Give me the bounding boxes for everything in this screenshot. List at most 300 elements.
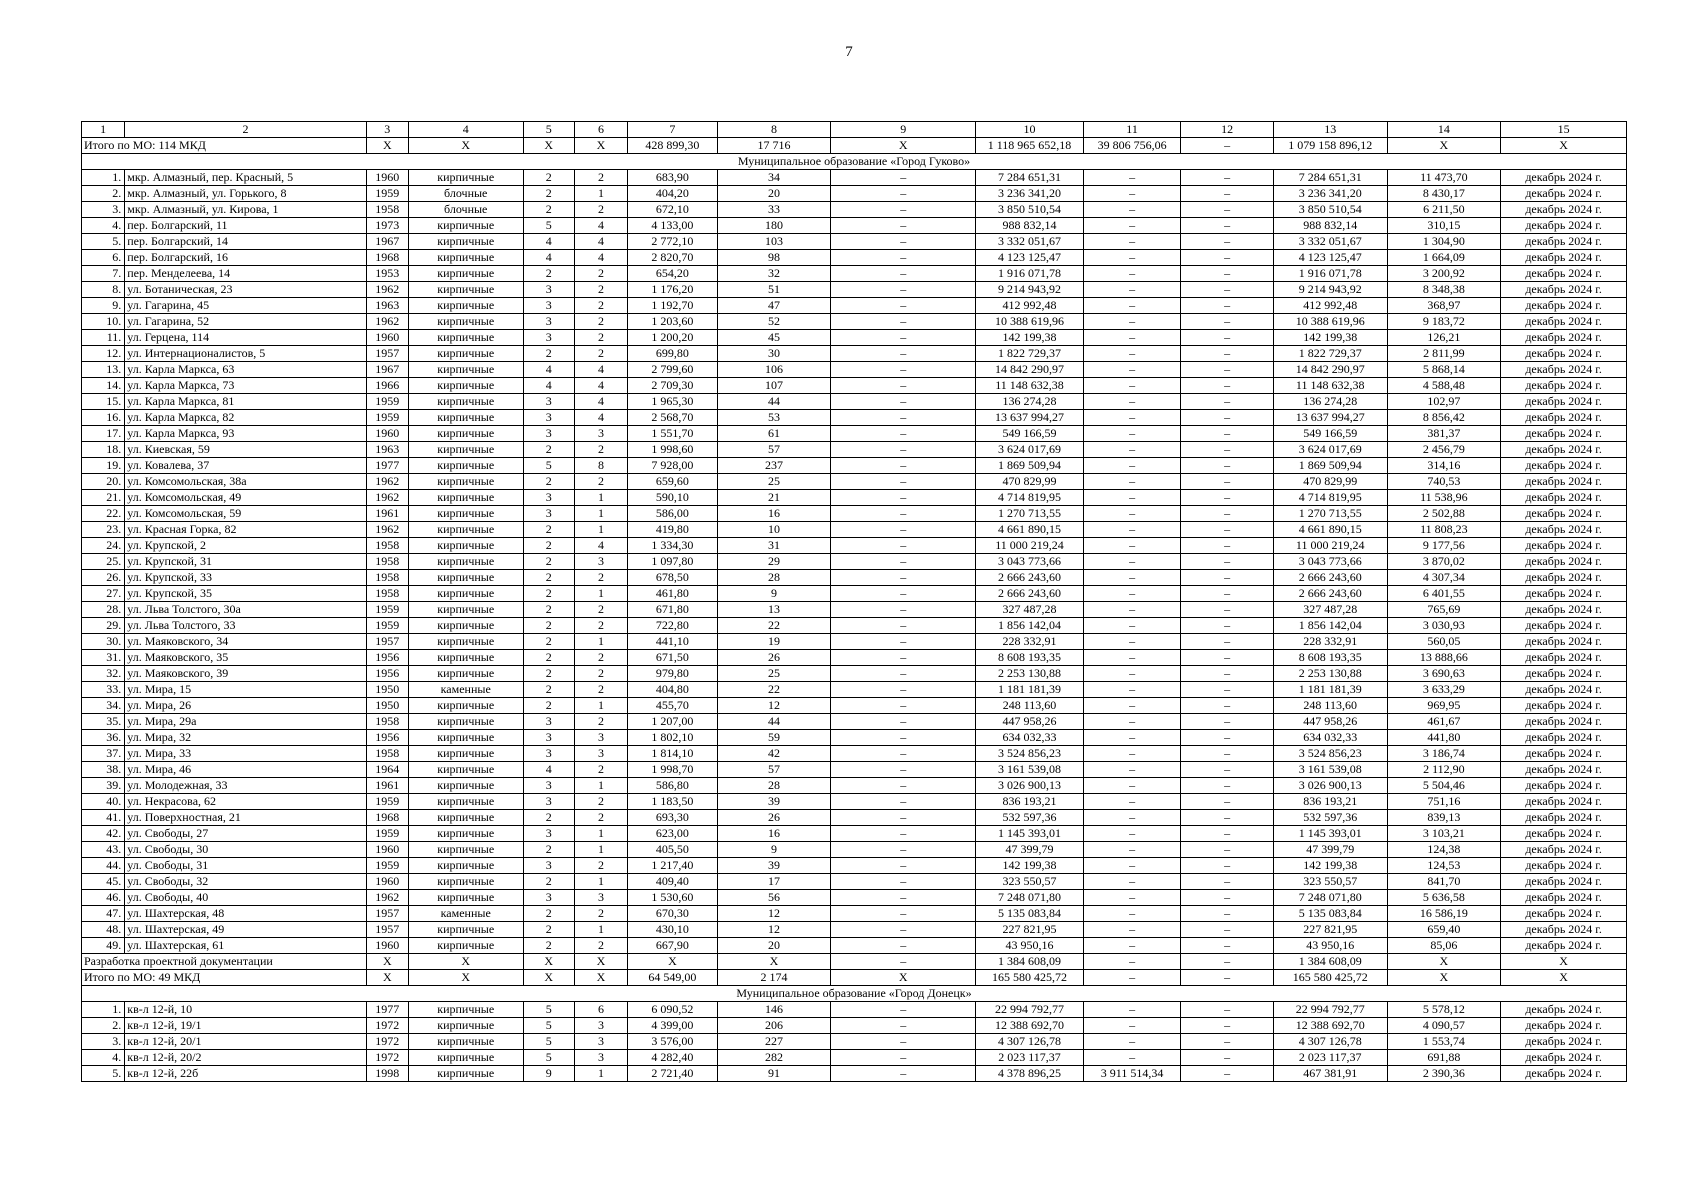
cell: 3	[523, 746, 574, 762]
row-number-cell: 25.	[82, 554, 125, 570]
cell: 2 799,60	[628, 362, 718, 378]
cell: 693,30	[628, 810, 718, 826]
row-number-cell: 22.	[82, 506, 125, 522]
cell: 126,21	[1387, 330, 1501, 346]
cell: –	[831, 1050, 976, 1066]
cell: 3	[523, 410, 574, 426]
cell: 2	[523, 634, 574, 650]
cell: 2	[523, 618, 574, 634]
cell: 107	[717, 378, 831, 394]
cell: 11 148 632,38	[1273, 378, 1387, 394]
cell: –	[1083, 266, 1181, 282]
table-row	[82, 490, 1627, 506]
cell: 237	[717, 458, 831, 474]
cell: –	[1181, 346, 1274, 362]
cell: –	[831, 362, 976, 378]
cell: 1958	[366, 538, 408, 554]
cell: блочные	[408, 202, 523, 218]
cell: 461,80	[628, 586, 718, 602]
table-row	[82, 314, 1627, 330]
cell: 2	[523, 682, 574, 698]
cell: –	[1181, 314, 1274, 330]
cell: –	[1083, 874, 1181, 890]
cell: –	[1083, 618, 1181, 634]
cell: –	[1083, 938, 1181, 954]
row-number-cell: 38.	[82, 762, 125, 778]
cell: 44	[717, 714, 831, 730]
cell: 2	[523, 442, 574, 458]
row-number-cell: 43.	[82, 842, 125, 858]
cell: –	[831, 1066, 976, 1082]
cell: 4 661 890,15	[976, 522, 1084, 538]
address-cell: ул. Гагарина, 45	[125, 298, 366, 314]
cell: кирпичные	[408, 1050, 523, 1066]
cell: –	[831, 730, 976, 746]
cell: –	[831, 490, 976, 506]
cell: –	[1083, 378, 1181, 394]
cell: 1959	[366, 186, 408, 202]
cell: 10 388 619,96	[976, 314, 1084, 330]
cell: 2	[523, 346, 574, 362]
cell: –	[1083, 474, 1181, 490]
cell: 14 842 290,97	[976, 362, 1084, 378]
row-number-cell: 35.	[82, 714, 125, 730]
row-number-cell: 45.	[82, 874, 125, 890]
cell: кирпичные	[408, 570, 523, 586]
cell: 1960	[366, 874, 408, 890]
cell: 12	[717, 698, 831, 714]
cell: 1 145 393,01	[1273, 826, 1387, 842]
cell: 14 842 290,97	[1273, 362, 1387, 378]
table-body	[82, 122, 1627, 1082]
cell: –	[1083, 250, 1181, 266]
cell: кирпичные	[408, 810, 523, 826]
cell: 124,53	[1387, 858, 1501, 874]
cell: 44	[717, 394, 831, 410]
cell: 1967	[366, 362, 408, 378]
cell: –	[831, 666, 976, 682]
cell: декабрь 2024 г.	[1501, 666, 1627, 682]
cell: 2	[574, 810, 627, 826]
row-number-cell: 20.	[82, 474, 125, 490]
cell: –	[1083, 506, 1181, 522]
cell: кирпичные	[408, 698, 523, 714]
cell: –	[1083, 554, 1181, 570]
cell: –	[1083, 970, 1181, 986]
cell: 2 174	[717, 970, 831, 986]
cell: 9 183,72	[1387, 314, 1501, 330]
cell: 1968	[366, 250, 408, 266]
cell: 447 958,26	[976, 714, 1084, 730]
table-row	[82, 938, 1627, 954]
cell: декабрь 2024 г.	[1501, 826, 1627, 842]
cell: 1 822 729,37	[976, 346, 1084, 362]
cell: 1 203,60	[628, 314, 718, 330]
cell: –	[831, 890, 976, 906]
cell: 2	[574, 858, 627, 874]
cell: 430,10	[628, 922, 718, 938]
cell: 5	[523, 1034, 574, 1050]
cell: X	[523, 138, 574, 154]
column-number-row	[82, 122, 1627, 138]
cell: декабрь 2024 г.	[1501, 394, 1627, 410]
cell: –	[1181, 618, 1274, 634]
cell: 1 334,30	[628, 538, 718, 554]
cell: декабрь 2024 г.	[1501, 842, 1627, 858]
cell: –	[1083, 362, 1181, 378]
cell: 29	[717, 554, 831, 570]
cell: 549 166,59	[1273, 426, 1387, 442]
cell: 412 992,48	[976, 298, 1084, 314]
cell: кирпичные	[408, 170, 523, 186]
cell: –	[831, 1018, 976, 1034]
row-number-cell: 47.	[82, 906, 125, 922]
cell: 1973	[366, 218, 408, 234]
cell: 323 550,57	[1273, 874, 1387, 890]
cell: 1956	[366, 666, 408, 682]
cell: 4 714 819,95	[1273, 490, 1387, 506]
cell: 8 348,38	[1387, 282, 1501, 298]
cell: X	[574, 954, 627, 970]
cell: 586,00	[628, 506, 718, 522]
cell: X	[1501, 138, 1627, 154]
cell: кирпичные	[408, 426, 523, 442]
cell: 22	[717, 682, 831, 698]
column-number: 15	[1501, 122, 1627, 138]
cell: 17	[717, 874, 831, 890]
cell: 722,80	[628, 618, 718, 634]
cell: 11 000 219,24	[1273, 538, 1387, 554]
table-row	[82, 826, 1627, 842]
address-cell: ул. Поверхностная, 21	[125, 810, 366, 826]
row-number-cell: 16.	[82, 410, 125, 426]
cell: 3 690,63	[1387, 666, 1501, 682]
cell: кирпичные	[408, 666, 523, 682]
address-cell: ул. Шахтерская, 49	[125, 922, 366, 938]
table-row	[82, 522, 1627, 538]
cell: 3 524 856,23	[1273, 746, 1387, 762]
column-number: 8	[717, 122, 831, 138]
cell: 3 043 773,66	[1273, 554, 1387, 570]
address-cell: ул. Мира, 46	[125, 762, 366, 778]
cell: 1	[574, 490, 627, 506]
cell: 64 549,00	[628, 970, 718, 986]
cell: 3 161 539,08	[1273, 762, 1387, 778]
cell: 3	[523, 506, 574, 522]
cell: 39 806 756,06	[1083, 138, 1181, 154]
address-cell: ул. Маяковского, 35	[125, 650, 366, 666]
cell: 142 199,38	[1273, 858, 1387, 874]
cell: 2	[523, 698, 574, 714]
cell: декабрь 2024 г.	[1501, 778, 1627, 794]
cell: декабрь 2024 г.	[1501, 906, 1627, 922]
cell: 2	[574, 650, 627, 666]
cell: 165 580 425,72	[1273, 970, 1387, 986]
cell: кирпичные	[408, 1066, 523, 1082]
address-cell: мкр. Алмазный, ул. Кирова, 1	[125, 202, 366, 218]
cell: 4 090,57	[1387, 1018, 1501, 1034]
address-cell: ул. Свободы, 31	[125, 858, 366, 874]
cell: блочные	[408, 186, 523, 202]
cell: 1966	[366, 378, 408, 394]
cell: –	[831, 202, 976, 218]
cell: –	[1083, 282, 1181, 298]
cell: 26	[717, 650, 831, 666]
cell: 47	[717, 298, 831, 314]
cell: декабрь 2024 г.	[1501, 346, 1627, 362]
cell: 2 666 243,60	[976, 586, 1084, 602]
cell: 532 597,36	[976, 810, 1084, 826]
cell: 1 856 142,04	[976, 618, 1084, 634]
cell: декабрь 2024 г.	[1501, 250, 1627, 266]
row-number-cell: 19.	[82, 458, 125, 474]
cell: 227 821,95	[1273, 922, 1387, 938]
table-row	[82, 474, 1627, 490]
cell: –	[831, 826, 976, 842]
cell: 3	[574, 554, 627, 570]
cell: 2 709,30	[628, 378, 718, 394]
cell: –	[1181, 458, 1274, 474]
row-number-cell: 5.	[82, 1066, 125, 1082]
table-row	[82, 1002, 1627, 1018]
cell: 2 666 243,60	[1273, 586, 1387, 602]
cell: 180	[717, 218, 831, 234]
cell: –	[1083, 842, 1181, 858]
cell: 1 814,10	[628, 746, 718, 762]
address-cell: пер. Болгарский, 11	[125, 218, 366, 234]
cell: –	[831, 906, 976, 922]
cell: –	[831, 426, 976, 442]
cell: кирпичные	[408, 474, 523, 490]
cell: –	[1181, 378, 1274, 394]
cell: 43 950,16	[976, 938, 1084, 954]
cell: 327 487,28	[1273, 602, 1387, 618]
cell: декабрь 2024 г.	[1501, 426, 1627, 442]
cell: 1958	[366, 586, 408, 602]
cell: 1998	[366, 1066, 408, 1082]
cell: декабрь 2024 г.	[1501, 458, 1627, 474]
cell: 2	[574, 666, 627, 682]
cell: 1 869 509,94	[976, 458, 1084, 474]
cell: 1957	[366, 346, 408, 362]
table-row	[82, 650, 1627, 666]
cell: 549 166,59	[976, 426, 1084, 442]
cell: 11 538,96	[1387, 490, 1501, 506]
cell: 404,20	[628, 186, 718, 202]
cell: –	[1083, 890, 1181, 906]
address-cell: ул. Мира, 26	[125, 698, 366, 714]
cell: 740,53	[1387, 474, 1501, 490]
cell: 2 666 243,60	[976, 570, 1084, 586]
cell: 2 456,79	[1387, 442, 1501, 458]
cell: 2 502,88	[1387, 506, 1501, 522]
address-cell: ул. Герцена, 114	[125, 330, 366, 346]
cell: –	[1083, 954, 1181, 970]
cell: 1959	[366, 618, 408, 634]
cell: 1957	[366, 906, 408, 922]
cell: 3 332 051,67	[976, 234, 1084, 250]
cell: 1958	[366, 746, 408, 762]
cell: 124,38	[1387, 842, 1501, 858]
cell: 31	[717, 538, 831, 554]
cell: –	[1181, 186, 1274, 202]
table-row	[82, 266, 1627, 282]
address-cell: мкр. Алмазный, ул. Горького, 8	[125, 186, 366, 202]
row-number-cell: 3.	[82, 202, 125, 218]
cell: 1959	[366, 394, 408, 410]
cell: 2 390,36	[1387, 1066, 1501, 1082]
cell: 227	[717, 1034, 831, 1050]
cell: 2	[523, 266, 574, 282]
address-cell: ул. Молодежная, 33	[125, 778, 366, 794]
cell: 3 870,02	[1387, 554, 1501, 570]
cell: –	[831, 938, 976, 954]
cell: –	[1181, 522, 1274, 538]
cell: 1957	[366, 922, 408, 938]
cell: 659,40	[1387, 922, 1501, 938]
cell: 2 721,40	[628, 1066, 718, 1082]
address-cell: ул. Мира, 32	[125, 730, 366, 746]
cell: –	[1181, 282, 1274, 298]
cell: –	[831, 442, 976, 458]
cell: –	[831, 1034, 976, 1050]
cell: –	[1181, 1002, 1274, 1018]
row-number-cell: 1.	[82, 1002, 125, 1018]
table-row	[82, 730, 1627, 746]
cell: 2	[523, 186, 574, 202]
table-row	[82, 874, 1627, 890]
cell: 61	[717, 426, 831, 442]
cell: –	[1181, 810, 1274, 826]
cell: декабрь 2024 г.	[1501, 730, 1627, 746]
cell: 1 181 181,39	[976, 682, 1084, 698]
cell: кирпичные	[408, 842, 523, 858]
cell: 8 608 193,35	[976, 650, 1084, 666]
table-row	[82, 330, 1627, 346]
cell: 8 856,42	[1387, 410, 1501, 426]
row-number-cell: 5.	[82, 234, 125, 250]
table-row	[82, 922, 1627, 938]
cell: –	[1083, 170, 1181, 186]
address-cell: ул. Крупской, 2	[125, 538, 366, 554]
cell: –	[831, 746, 976, 762]
cell: декабрь 2024 г.	[1501, 218, 1627, 234]
row-number-cell: 10.	[82, 314, 125, 330]
cell: 3	[574, 1018, 627, 1034]
column-number: 7	[628, 122, 718, 138]
cell: 2	[523, 602, 574, 618]
cell: кирпичные	[408, 794, 523, 810]
cell: 4	[574, 538, 627, 554]
section-header-row	[82, 154, 1627, 170]
cell: 3	[574, 1050, 627, 1066]
cell: 28	[717, 778, 831, 794]
cell: 1 207,00	[628, 714, 718, 730]
cell: декабрь 2024 г.	[1501, 858, 1627, 874]
table-row	[82, 810, 1627, 826]
address-cell: кв-л 12-й, 10	[125, 1002, 366, 1018]
cell: 2	[523, 570, 574, 586]
cell: 5 578,12	[1387, 1002, 1501, 1018]
cell: 8	[574, 458, 627, 474]
address-cell: ул. Крупской, 31	[125, 554, 366, 570]
address-cell: мкр. Алмазный, пер. Красный, 5	[125, 170, 366, 186]
cell: 2	[523, 938, 574, 954]
address-cell: ул. Киевская, 59	[125, 442, 366, 458]
cell: 5	[523, 1050, 574, 1066]
cell: –	[1083, 330, 1181, 346]
cell: декабрь 2024 г.	[1501, 602, 1627, 618]
cell: 5 868,14	[1387, 362, 1501, 378]
address-cell: ул. Крупской, 35	[125, 586, 366, 602]
cell: 1 270 713,55	[976, 506, 1084, 522]
address-cell: кв-л 12-й, 22б	[125, 1066, 366, 1082]
cell: –	[831, 522, 976, 538]
cell: –	[1181, 234, 1274, 250]
address-cell: ул. Карла Маркса, 82	[125, 410, 366, 426]
cell: X	[366, 970, 408, 986]
cell: 98	[717, 250, 831, 266]
address-cell: ул. Мира, 15	[125, 682, 366, 698]
cell: кирпичные	[408, 490, 523, 506]
cell: 671,50	[628, 650, 718, 666]
cell: 409,40	[628, 874, 718, 890]
cell: декабрь 2024 г.	[1501, 874, 1627, 890]
cell: 7 928,00	[628, 458, 718, 474]
cell: –	[1083, 586, 1181, 602]
cell: –	[1083, 922, 1181, 938]
cell: декабрь 2024 г.	[1501, 698, 1627, 714]
cell: 43 950,16	[1273, 938, 1387, 954]
cell: 634 032,33	[1273, 730, 1387, 746]
cell: –	[1083, 1002, 1181, 1018]
cell: –	[1181, 698, 1274, 714]
cell: 11 000 219,24	[976, 538, 1084, 554]
cell: декабрь 2024 г.	[1501, 554, 1627, 570]
cell: –	[1181, 218, 1274, 234]
cell: 26	[717, 810, 831, 826]
table-row	[82, 1066, 1627, 1082]
cell: 3 030,93	[1387, 618, 1501, 634]
cell: 2	[523, 474, 574, 490]
cell: –	[1181, 170, 1274, 186]
cell: –	[831, 314, 976, 330]
cell: –	[831, 842, 976, 858]
cell: кирпичные	[408, 762, 523, 778]
cell: кирпичные	[408, 922, 523, 938]
cell: 7 248 071,80	[976, 890, 1084, 906]
cell: –	[831, 266, 976, 282]
cell: 6	[574, 1002, 627, 1018]
cell: 2	[574, 314, 627, 330]
cell: 1	[574, 826, 627, 842]
cell: 2	[574, 346, 627, 362]
cell: –	[1181, 410, 1274, 426]
cell: 2 112,90	[1387, 762, 1501, 778]
cell: 2	[574, 330, 627, 346]
cell: –	[831, 554, 976, 570]
cell: 2	[574, 906, 627, 922]
cell: 1960	[366, 938, 408, 954]
cell: –	[831, 634, 976, 650]
cell: 248 113,60	[1273, 698, 1387, 714]
cell: 836 193,21	[976, 794, 1084, 810]
cell: 441,80	[1387, 730, 1501, 746]
cell: декабрь 2024 г.	[1501, 746, 1627, 762]
cell: 53	[717, 410, 831, 426]
cell: 17 716	[717, 138, 831, 154]
cell: 323 550,57	[976, 874, 1084, 890]
